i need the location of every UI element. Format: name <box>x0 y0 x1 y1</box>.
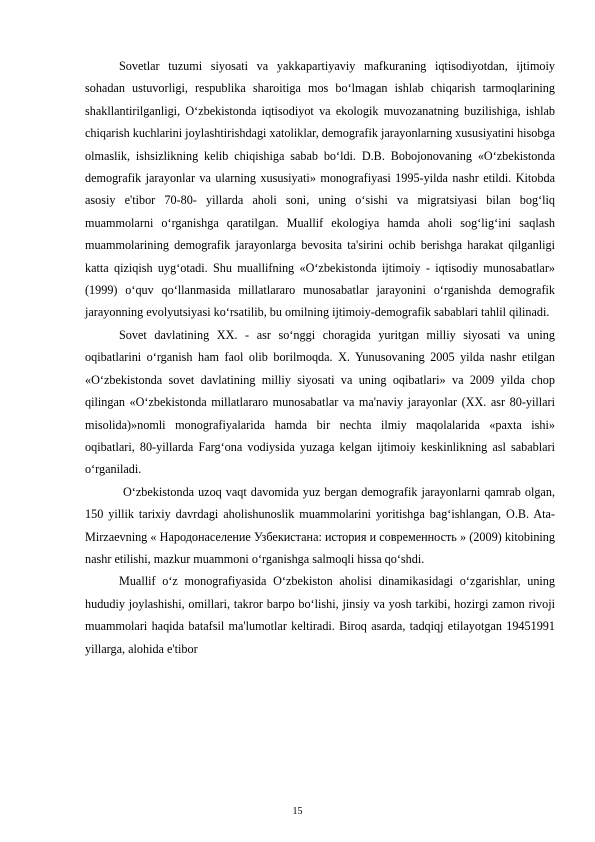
paragraph-3: O‘zbekistonda uzoq vaqt davomida yuz bergan demografik jarayonlarni qamrab olgan, 150 yillik tarixiy davrdagi aholishunoslik muammolarini yoritishga bag‘ishlangan, O.B. Ata-Mirzaevning « Народонаселение Узбекистана: история и современность » (2009) kitobining nashr etilishi, mazkur muammoni o‘rganishga salmoqli hissa qo‘shdi. <box>85 484 555 566</box>
page-number: 15 <box>292 806 303 817</box>
body-text <box>85 55 555 660</box>
paragraph-4: Muallif o‘z monografiyasida O‘zbekiston aholisi dinamikasidagi o‘zgarishlar, uning hududiy joylashishi, omillari, takror barpo bo‘lishi, jinsiy va yosh tarkibi, hozirgi zamon rivoji muammolari haqida batafsil ma'lumotlar keltiradi. Biroq asarda, tadqiqj etilayotgan 19451991 yillarga, alohida e'tibor <box>85 574 555 656</box>
paragraph-2: Sovet davlatining XX. - asr so‘nggi choragida yuritgan milliy siyosati va uning oqibatlarini o‘rganish ham faol olib borilmoqda. X. Yunusovaning 2005 yilda nashr etilgan «O‘zbekistonda sovet davlatining milliy siyosati va uning oqibatlari» va 2009 yilda chop qilingan «O‘zbekistonda millatlararo munosabatlar va ma'naviy jarayonlar (XX. asr 80-yillari misolida)»nomli monografiyalarida hamda bir nechta ilmiy maqolalarida «paxta ishi» oqibatlari, 80-yillarda Farg‘ona vodiysida yuzaga kelgan ijtimoiy keskinlikning asl sabablari o‘rganiladi. <box>85 327 555 477</box>
paragraph-1: Sovetlar tuzumi siyosati va yakkapartiyaviy mafkuraning iqtisodiyotdan, ijtimoiy sohadan ustuvorligi, respublika sharoitiga mos bo‘lmagan ishlab chiqarish tarmoqlarining shakllantirilganligi, O‘zbekistonda iqtisodiyot va ekologik muvozanatning buzilishiga, ishlab chiqarish kuchlarini joylashtirishdagi xatoliklar, demografik jarayonlarning xususiyatini hisobga olmaslik, ishsizlikning kelib chiqishiga sabab bo‘ldi. D.B. Bobojonovaning «O‘zbekistonda demografik jarayonlar va ularning xususiyati» monografiyasi 1995-yilda nashr etildi. Kitobda asosiy e'tibor 70-80- yillarda aholi soni, uning o‘sishi va migratsiyasi bilan bog‘liq muammolarni o‘rganishga qaratilgan. Muallif ekologiya hamda aholi sog‘lig‘ini saqlash muammolarining demografik jarayonlarga bevosita ta'sirini ochib berishga harakat qilganligi katta qiziqish uyg‘otadi. Shu muallifning «O‘zbekistonda ijtimoiy - iqtisodiy munosabatlar» (1999) o‘quv qo‘llanmasida millatlararo munosabatlar jarayonini o‘rganishda demografik jarayonning evolyutsiyasi ko‘rsatilib, bu omilning ijtimoiy-demografik sabablari tahlil qilinadi. <box>85 59 555 320</box>
